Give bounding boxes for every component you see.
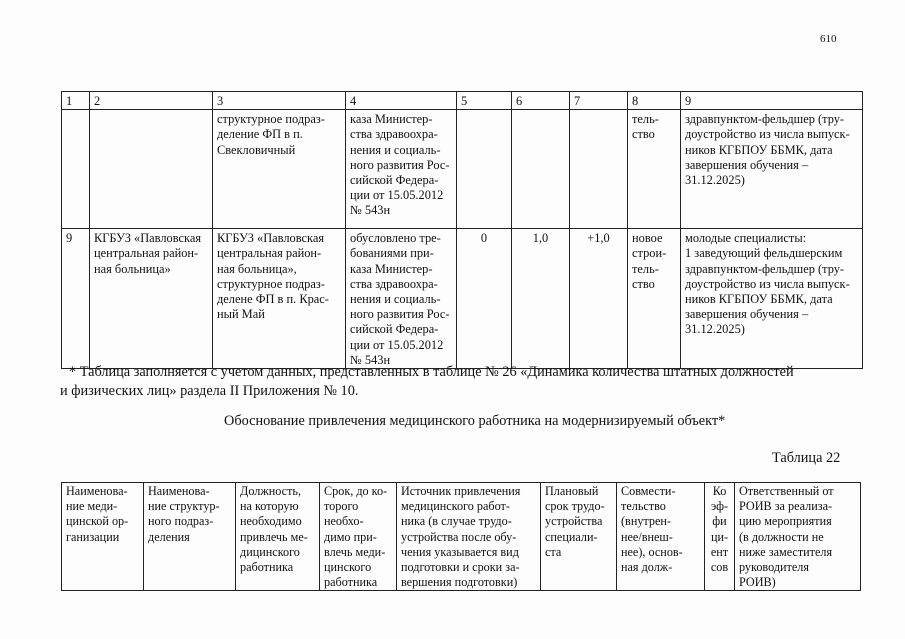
table-cell: новое строи- тель- ство [628,229,681,369]
column-number: 4 [346,92,457,110]
table-cell: тель- ство [628,110,681,229]
column-number: 8 [628,92,681,110]
table-header-row [62,92,863,110]
table-row [62,110,863,229]
column-header: Источник привлечения медицинского работ- ника (в случае трудо- устройства после обу- чения указывается вид подготовки и сроки за- вершения подготовки) [397,483,541,591]
table-cell: 1,0 [512,229,570,369]
footnote-line: * Таблица заполняется с учетом данных, представленных в таблице № 26 «Динамика количества штатных должностей [69,364,794,380]
section-title: Обоснование привлечения медицинского работника на модернизируемый объект* [224,413,726,429]
footnote-line: и физических лиц» раздела II Приложения № 10. [60,383,359,399]
table-cell: 0 [457,229,512,369]
column-header: Ко эф- фи ци- ент сов [705,483,735,591]
table-header-row [62,483,861,591]
column-number: 6 [512,92,570,110]
column-header: Плановый срок трудо- устройства специали- ста [541,483,617,591]
table-cell: +1,0 [570,229,628,369]
column-header: Ответственный от РОИВ за реализа- цию мероприятия (в должности не ниже заместителя руководителя РОИВ) [735,483,861,591]
table-cell: молодые специалисты: 1 заведующий фельдшерским здравпунктом-фельдшер (тру- доустройство из числа выпуск- ников КГБПОУ ББМК, дата завершения обучения – 31.12.2025) [681,229,863,369]
column-number: 9 [681,92,863,110]
column-number: 3 [213,92,346,110]
table-cell: КГБУЗ «Павловская центральная район- ная больница», структурное подраз- делене ФП в п. Крас- ный Май [213,229,346,369]
table-cell [512,110,570,229]
table-cell [457,110,512,229]
justification-table [61,482,861,591]
table-cell: обусловлено тре- бованиями при- каза Министер- ства здравоохра- нения и социаль- ного развития Рос- сийской Федера- ции от 15.05.2012 № 543н [346,229,457,369]
table-cell [90,110,213,229]
table-cell: каза Министер- ства здравоохра- нения и социаль- ного развития Рос- сийской Федера- ции от 15.05.2012 № 543н [346,110,457,229]
page-number: 610 [820,33,837,45]
column-number: 1 [62,92,90,110]
table-row [62,229,863,369]
table-cell: 9 [62,229,90,369]
footnote [60,363,850,401]
table-cell: структурное подраз- деление ФП в п. Свекловичный [213,110,346,229]
table-cell [62,110,90,229]
column-header: Наименова- ние меди- цинской ор- ганизации [62,483,144,591]
column-number: 7 [570,92,628,110]
staffing-table [61,91,863,369]
column-number: 5 [457,92,512,110]
table-cell: здравпунктом-фельдшер (тру- доустройство из числа выпуск- ников КГБПОУ ББМК, дата завершения обучения – 31.12.2025) [681,110,863,229]
column-header: Срок, до ко- торого необхо- димо при- влечь меди- цинского работника [320,483,397,591]
column-number: 2 [90,92,213,110]
column-header: Наименова- ние структур- ного подраз- деления [144,483,236,591]
table-label: Таблица 22 [772,450,841,466]
column-header: Должность, на которую необходимо привлечь ме- дицинского работника [236,483,320,591]
table-cell: КГБУЗ «Павловская центральная район- ная больница» [90,229,213,369]
table-cell [570,110,628,229]
column-header: Совмести- тельство (внутрен- нее/внеш- нее), основ- ная долж- [617,483,705,591]
